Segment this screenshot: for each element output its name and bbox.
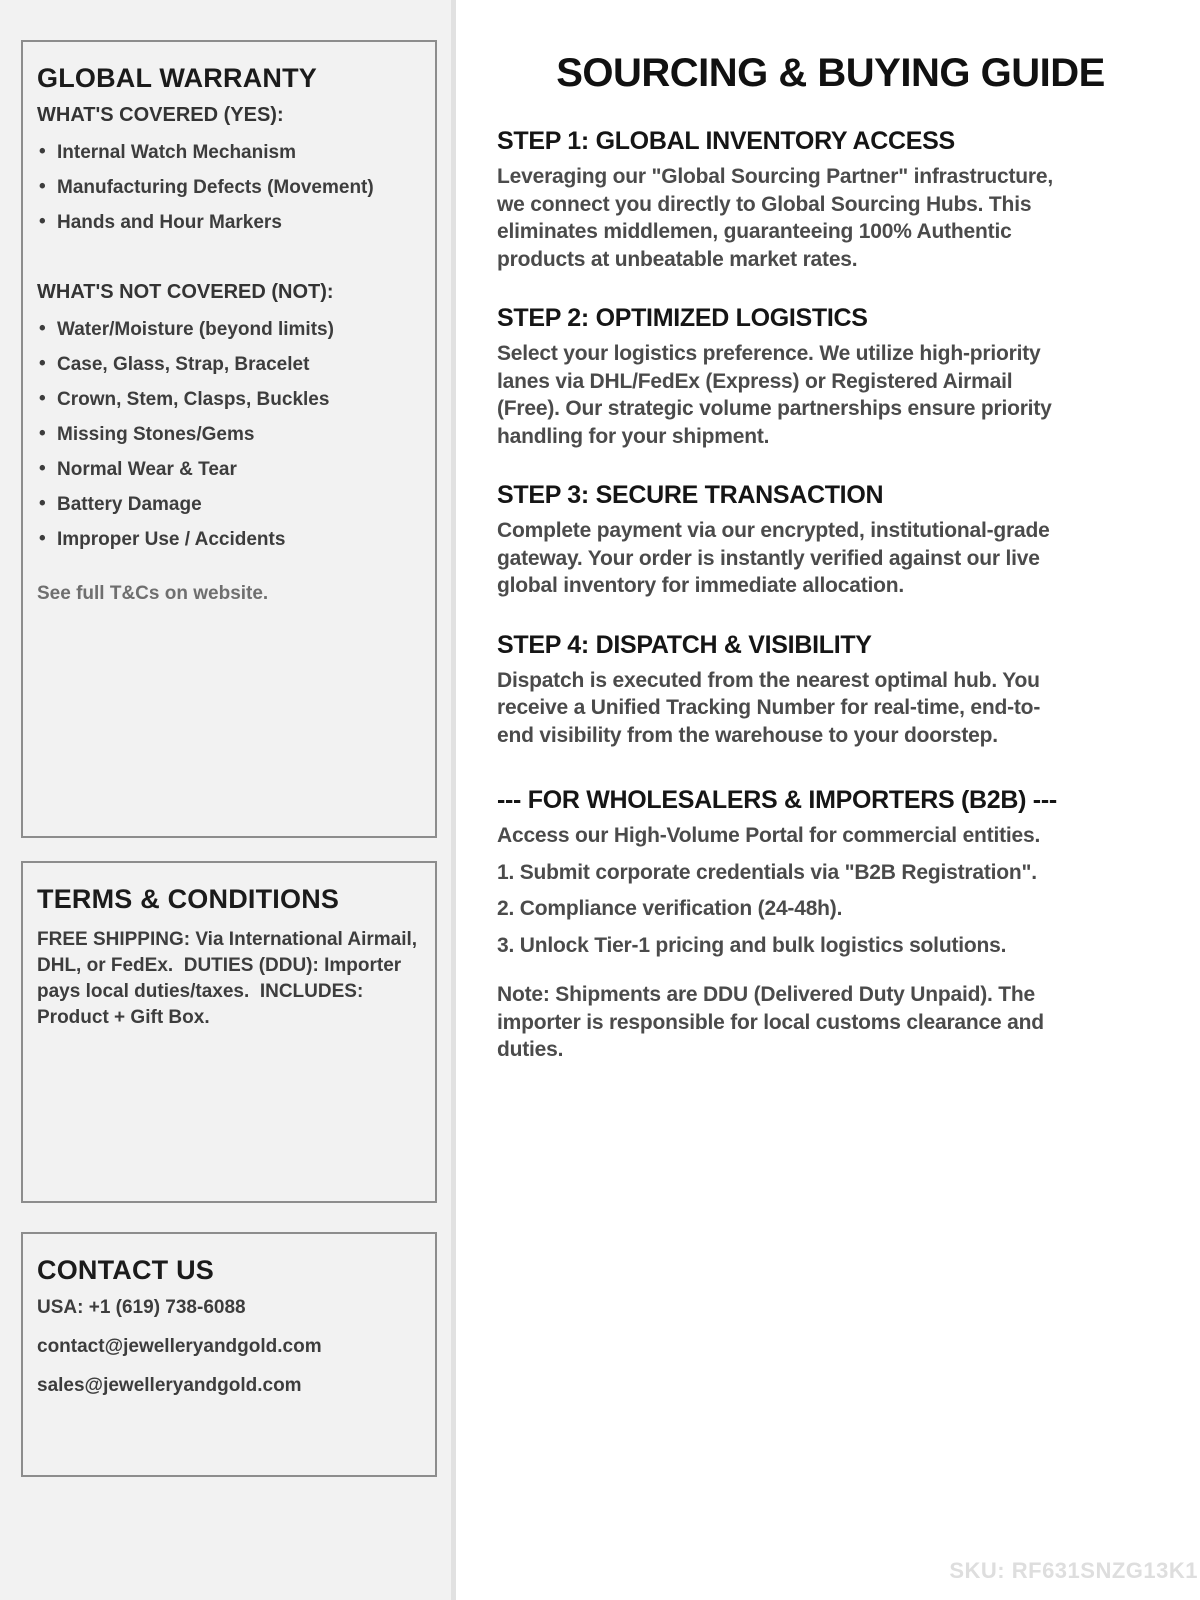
step-4-heading: STEP 4: DISPATCH & VISIBILITY bbox=[497, 630, 872, 659]
global-warranty-panel bbox=[21, 40, 437, 838]
main-content bbox=[461, 0, 1200, 1600]
b2b-heading: --- FOR WHOLESALERS & IMPORTERS (B2B) --- bbox=[497, 786, 1057, 814]
step-1-heading: STEP 1: GLOBAL INVENTORY ACCESS bbox=[497, 127, 955, 155]
list-item: • Missing Stones/Gems bbox=[37, 424, 419, 445]
step-1-body: Leveraging our "Global Sourcing Partner" infrastructure, we connect you directly to Global Sourcing Hubs. This eliminates middlemen, guaranteeing 100% Authentic products at unbeatable market rates. bbox=[497, 165, 1053, 271]
list-item: • Improper Use / Accidents bbox=[37, 529, 419, 550]
b2b-section bbox=[497, 785, 1087, 1064]
b2b-item-3: 3. Unlock Tier-1 pricing and bulk logistics solutions. bbox=[497, 933, 1007, 957]
b2b-item-2: 2. Compliance verification (24-48h). bbox=[497, 897, 843, 920]
contact-email-primary: contact@jewelleryandgold.com bbox=[37, 1336, 322, 1357]
warranty-footnote: See full T&Cs on website. bbox=[37, 583, 269, 604]
step-2-heading: STEP 2: OPTIMIZED LOGISTICS bbox=[497, 304, 868, 332]
step-3-body: Complete payment via our encrypted, institutional-grade gateway. Your order is instantly verified against our live global inventory for immediate allocation. bbox=[497, 519, 1050, 597]
b2b-note: Note: Shipments are DDU (Delivered Duty Unpaid). The importer is responsible for local customs clearance and duties. bbox=[497, 983, 1044, 1061]
list-item: • Hands and Hour Markers bbox=[37, 212, 419, 233]
warranty-title: GLOBAL WARRANTY bbox=[37, 63, 317, 93]
b2b-item-1: 1. Submit corporate credentials via "B2B Registration". bbox=[497, 860, 1037, 884]
b2b-intro: Access our High-Volume Portal for commercial entities. bbox=[497, 824, 1041, 847]
step-4-section bbox=[497, 630, 1087, 750]
covered-list bbox=[37, 142, 419, 233]
list-item: • Internal Watch Mechanism bbox=[37, 142, 419, 163]
contact-phone: USA: +1 (619) 738-6088 bbox=[37, 1297, 246, 1318]
list-item: • Normal Wear & Tear bbox=[37, 459, 419, 480]
list-item: • Battery Damage bbox=[37, 494, 419, 515]
step-3-heading: STEP 3: SECURE TRANSACTION bbox=[497, 481, 884, 509]
step-2-body: Select your logistics preference. We utilize high-priority lanes via DHL/FedEx (Express) or Registered Airmail (Free). Our strategic volume partnerships ensure priority handling for your shipment. bbox=[497, 342, 1052, 448]
page-title: SOURCING & BUYING GUIDE bbox=[556, 51, 1105, 95]
terms-conditions-panel bbox=[21, 861, 437, 1203]
step-1-section bbox=[497, 126, 1087, 273]
not-covered-heading: WHAT'S NOT COVERED (NOT): bbox=[37, 281, 334, 303]
contact-title: CONTACT US bbox=[37, 1255, 214, 1285]
list-item: • Water/Moisture (beyond limits) bbox=[37, 319, 419, 340]
contact-us-panel bbox=[21, 1232, 437, 1477]
covered-heading: WHAT'S COVERED (YES): bbox=[37, 104, 284, 126]
terms-title: TERMS & CONDITIONS bbox=[37, 884, 340, 914]
terms-body: FREE SHIPPING: Via International Airmail, DHL, or FedEx. DUTIES (DDU): Importer pays local duties/taxes. INCLUDES: Product + Gift Box. bbox=[37, 929, 423, 1028]
step-4-body: Dispatch is executed from the nearest optimal hub. You receive a Unified Tracking Number for real-time, end-to-end visibility from the warehouse to your doorstep. bbox=[497, 668, 1041, 747]
guide-content bbox=[497, 126, 1087, 1064]
contact-email-sales: sales@jewelleryandgold.com bbox=[37, 1375, 302, 1396]
not-covered-list bbox=[37, 319, 419, 550]
list-item: • Case, Glass, Strap, Bracelet bbox=[37, 354, 419, 375]
step-3-section bbox=[497, 480, 1087, 600]
list-item: • Manufacturing Defects (Movement) bbox=[37, 177, 419, 198]
list-item: • Crown, Stem, Clasps, Buckles bbox=[37, 389, 419, 410]
sku-label: SKU: RF631SNZG13K1 bbox=[949, 1558, 1198, 1583]
step-2-section bbox=[497, 303, 1087, 450]
sidebar bbox=[0, 0, 456, 1600]
